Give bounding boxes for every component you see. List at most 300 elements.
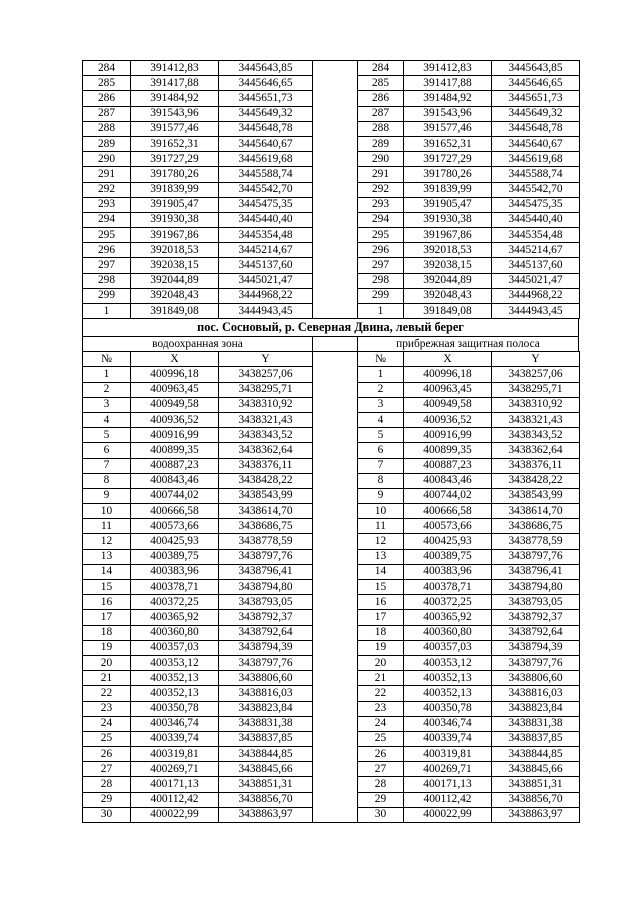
point-number-left: 290	[83, 152, 131, 167]
table-row	[83, 412, 580, 427]
x-coordinate-right: 400899,35	[404, 443, 492, 458]
table-row	[83, 701, 580, 716]
x-coordinate-left: 400378,71	[131, 580, 219, 595]
x-coordinate-left: 392044,89	[131, 273, 219, 288]
point-number-left: 9	[83, 488, 131, 503]
y-coordinate-right: 3438816,03	[492, 686, 580, 701]
x-coordinate-left: 400352,13	[131, 671, 219, 686]
point-number-right: 288	[358, 121, 404, 136]
x-coordinate-left: 391652,31	[131, 136, 219, 151]
y-coordinate-left: 3445646,65	[219, 76, 313, 91]
table-row	[83, 136, 580, 151]
column-gap	[313, 625, 358, 640]
point-number-left: 288	[83, 121, 131, 136]
point-number-left: 1	[83, 367, 131, 382]
y-coordinate-right: 3438778,59	[492, 534, 580, 549]
x-coordinate-right: 400389,75	[404, 549, 492, 564]
x-coordinate-left: 400353,12	[131, 655, 219, 670]
point-number-right: 293	[358, 197, 404, 212]
column-gap	[313, 367, 358, 382]
y-coordinate-left: 3438797,76	[219, 549, 313, 564]
column-gap	[313, 488, 358, 503]
x-coordinate-right: 400378,71	[404, 580, 492, 595]
point-number-right: 1	[358, 304, 404, 319]
x-coordinate-right: 400916,99	[404, 428, 492, 443]
y-coordinate-right: 3445649,32	[492, 106, 580, 121]
table-row	[83, 534, 580, 549]
x-coordinate-right: 400357,03	[404, 640, 492, 655]
x-coordinate-left: 400112,42	[131, 792, 219, 807]
point-number-right: 18	[358, 625, 404, 640]
y-coordinate-left: 3438778,59	[219, 534, 313, 549]
point-number-left: 20	[83, 655, 131, 670]
column-gap	[313, 61, 358, 76]
column-gap	[313, 136, 358, 151]
point-number-left: 24	[83, 716, 131, 731]
y-coordinate-left: 3438863,97	[219, 807, 313, 822]
y-coordinate-right: 3438851,31	[492, 777, 580, 792]
y-coordinate-left: 3438816,03	[219, 686, 313, 701]
point-number-left: 298	[83, 273, 131, 288]
table-row	[83, 747, 580, 762]
coordinate-document	[82, 60, 579, 823]
column-gap	[313, 91, 358, 106]
y-coordinate-left: 3438845,66	[219, 762, 313, 777]
point-number-right: 6	[358, 443, 404, 458]
column-gap	[313, 777, 358, 792]
point-number-left: 10	[83, 504, 131, 519]
column-gap	[313, 197, 358, 212]
x-coordinate-left: 400372,25	[131, 595, 219, 610]
table-row	[83, 167, 580, 182]
point-number-right: 20	[358, 655, 404, 670]
x-coordinate-left: 400360,80	[131, 625, 219, 640]
y-coordinate-right: 3438428,22	[492, 473, 580, 488]
y-coordinate-left: 3438792,37	[219, 610, 313, 625]
column-gap	[313, 473, 358, 488]
point-number-right: 294	[358, 212, 404, 227]
point-number-right: 30	[358, 807, 404, 822]
table-row	[83, 488, 580, 503]
column-gap	[313, 182, 358, 197]
x-coordinate-right: 400573,66	[404, 519, 492, 534]
x-coordinate-right: 400339,74	[404, 731, 492, 746]
x-coordinate-left: 400936,52	[131, 412, 219, 427]
table-row	[83, 273, 580, 288]
point-number-left: 23	[83, 701, 131, 716]
table-row	[83, 580, 580, 595]
table-row	[83, 504, 580, 519]
table-row	[83, 397, 580, 412]
y-coordinate-left: 3445643,85	[219, 61, 313, 76]
x-coordinate-left: 400269,71	[131, 762, 219, 777]
x-coordinate-left: 400573,66	[131, 519, 219, 534]
y-coordinate-left: 3438321,43	[219, 412, 313, 427]
table-row	[83, 564, 580, 579]
x-coordinate-right: 392038,15	[404, 258, 492, 273]
x-coordinate-right: 391930,38	[404, 212, 492, 227]
x-coordinate-left: 391417,88	[131, 76, 219, 91]
point-number-right: 12	[358, 534, 404, 549]
x-coordinate-right: 400949,58	[404, 397, 492, 412]
y-coordinate-left: 3445651,73	[219, 91, 313, 106]
x-coordinate-left: 400916,99	[131, 428, 219, 443]
y-coordinate-right: 3438837,85	[492, 731, 580, 746]
y-coordinate-right: 3438794,80	[492, 580, 580, 595]
table-row	[83, 777, 580, 792]
x-coordinate-left: 391412,83	[131, 61, 219, 76]
x-coordinate-left: 400352,13	[131, 686, 219, 701]
point-number-left: 3	[83, 397, 131, 412]
table-header-row	[83, 352, 580, 367]
y-coordinate-right: 3445588,74	[492, 167, 580, 182]
x-coordinate-left: 391543,96	[131, 106, 219, 121]
point-number-right: 29	[358, 792, 404, 807]
point-number-right: 292	[358, 182, 404, 197]
y-coordinate-right: 3445137,60	[492, 258, 580, 273]
x-coordinate-left: 392038,15	[131, 258, 219, 273]
point-number-right: 295	[358, 228, 404, 243]
x-coordinate-left: 400425,93	[131, 534, 219, 549]
y-coordinate-right: 3438796,41	[492, 564, 580, 579]
y-coordinate-left: 3445588,74	[219, 167, 313, 182]
y-coordinate-left: 3445354,48	[219, 228, 313, 243]
y-coordinate-left: 3438686,75	[219, 519, 313, 534]
y-coordinate-right: 3445651,73	[492, 91, 580, 106]
x-coordinate-left: 400666,58	[131, 504, 219, 519]
column-gap	[313, 288, 358, 303]
header-number-left: №	[83, 352, 131, 367]
point-number-left: 19	[83, 640, 131, 655]
y-coordinate-left: 3445648,78	[219, 121, 313, 136]
point-number-right: 26	[358, 747, 404, 762]
table-row	[83, 367, 580, 382]
table-row	[83, 625, 580, 640]
table-row	[83, 212, 580, 227]
column-gap	[313, 273, 358, 288]
point-number-left: 295	[83, 228, 131, 243]
point-number-left: 28	[83, 777, 131, 792]
table-row	[83, 458, 580, 473]
x-coordinate-right: 391967,86	[404, 228, 492, 243]
x-coordinate-left: 400022,99	[131, 807, 219, 822]
point-number-left: 22	[83, 686, 131, 701]
y-coordinate-right: 3438823,84	[492, 701, 580, 716]
table-row	[83, 121, 580, 136]
x-coordinate-left: 400339,74	[131, 731, 219, 746]
point-number-right: 289	[358, 136, 404, 151]
point-number-left: 289	[83, 136, 131, 151]
x-coordinate-left: 391780,26	[131, 167, 219, 182]
x-coordinate-right: 400936,52	[404, 412, 492, 427]
x-coordinate-left: 400319,81	[131, 747, 219, 762]
table-row	[83, 640, 580, 655]
point-number-left: 13	[83, 549, 131, 564]
y-coordinate-left: 3445649,32	[219, 106, 313, 121]
x-coordinate-left: 391839,99	[131, 182, 219, 197]
point-number-left: 29	[83, 792, 131, 807]
x-coordinate-left: 391849,08	[131, 304, 219, 319]
header-y-right: Y	[492, 352, 580, 367]
x-coordinate-right: 391849,08	[404, 304, 492, 319]
column-gap	[313, 121, 358, 136]
point-number-left: 12	[83, 534, 131, 549]
y-coordinate-right: 3444943,45	[492, 304, 580, 319]
x-coordinate-right: 400360,80	[404, 625, 492, 640]
header-x-left: X	[131, 352, 219, 367]
caption-gap	[312, 336, 357, 351]
header-y-left: Y	[219, 352, 313, 367]
column-gap	[313, 504, 358, 519]
table-row	[83, 686, 580, 701]
y-coordinate-right: 3445542,70	[492, 182, 580, 197]
x-coordinate-left: 392018,53	[131, 243, 219, 258]
table-row	[83, 288, 580, 303]
y-coordinate-left: 3438310,92	[219, 397, 313, 412]
point-number-right: 290	[358, 152, 404, 167]
point-number-right: 11	[358, 519, 404, 534]
table-row	[83, 519, 580, 534]
table-row	[83, 243, 580, 258]
column-gap	[313, 167, 358, 182]
point-number-left: 284	[83, 61, 131, 76]
column-gap	[313, 412, 358, 427]
x-coordinate-right: 400666,58	[404, 504, 492, 519]
column-gap	[313, 534, 358, 549]
x-coordinate-left: 400744,02	[131, 488, 219, 503]
section-title: пос. Сосновый, р. Северная Двина, левый берег	[82, 319, 579, 336]
column-gap	[313, 549, 358, 564]
table-row	[83, 762, 580, 777]
point-number-right: 284	[358, 61, 404, 76]
x-coordinate-left: 400843,46	[131, 473, 219, 488]
point-number-right: 15	[358, 580, 404, 595]
y-coordinate-left: 3445440,40	[219, 212, 313, 227]
table-row	[83, 76, 580, 91]
point-number-right: 16	[358, 595, 404, 610]
x-coordinate-left: 400389,75	[131, 549, 219, 564]
point-number-left: 2	[83, 382, 131, 397]
y-coordinate-left: 3445137,60	[219, 258, 313, 273]
point-number-left: 21	[83, 671, 131, 686]
column-gap	[313, 106, 358, 121]
x-coordinate-left: 400963,45	[131, 382, 219, 397]
column-gap	[313, 580, 358, 595]
y-coordinate-left: 3438428,22	[219, 473, 313, 488]
y-coordinate-left: 3438851,31	[219, 777, 313, 792]
y-coordinate-right: 3438863,97	[492, 807, 580, 822]
x-coordinate-right: 391484,92	[404, 91, 492, 106]
y-coordinate-right: 3438797,76	[492, 549, 580, 564]
table-row	[83, 304, 580, 319]
left-zone-caption: водоохранная зона	[82, 336, 312, 351]
point-number-left: 294	[83, 212, 131, 227]
x-coordinate-right: 400353,12	[404, 655, 492, 670]
table-row	[83, 549, 580, 564]
y-coordinate-right: 3445354,48	[492, 228, 580, 243]
y-coordinate-left: 3438543,99	[219, 488, 313, 503]
x-coordinate-right: 391905,47	[404, 197, 492, 212]
y-coordinate-left: 3438794,80	[219, 580, 313, 595]
y-coordinate-left: 3438844,85	[219, 747, 313, 762]
x-coordinate-right: 400996,18	[404, 367, 492, 382]
x-coordinate-left: 400899,35	[131, 443, 219, 458]
x-coordinate-right: 400269,71	[404, 762, 492, 777]
x-coordinate-right: 391652,31	[404, 136, 492, 151]
y-coordinate-left: 3445214,67	[219, 243, 313, 258]
point-number-right: 291	[358, 167, 404, 182]
x-coordinate-right: 391780,26	[404, 167, 492, 182]
y-coordinate-left: 3438831,38	[219, 716, 313, 731]
y-coordinate-left: 3445475,35	[219, 197, 313, 212]
y-coordinate-right: 3438686,75	[492, 519, 580, 534]
y-coordinate-left: 3445640,67	[219, 136, 313, 151]
point-number-left: 299	[83, 288, 131, 303]
coordinates-table-top	[82, 60, 580, 319]
y-coordinate-right: 3438792,64	[492, 625, 580, 640]
point-number-left: 14	[83, 564, 131, 579]
point-number-left: 5	[83, 428, 131, 443]
y-coordinate-left: 3438343,52	[219, 428, 313, 443]
point-number-right: 8	[358, 473, 404, 488]
x-coordinate-right: 400744,02	[404, 488, 492, 503]
column-gap	[313, 382, 358, 397]
y-coordinate-left: 3445619,68	[219, 152, 313, 167]
column-gap	[313, 519, 358, 534]
point-number-right: 22	[358, 686, 404, 701]
table-row	[83, 106, 580, 121]
point-number-right: 9	[358, 488, 404, 503]
y-coordinate-right: 3438806,60	[492, 671, 580, 686]
point-number-left: 4	[83, 412, 131, 427]
y-coordinate-left: 3438797,76	[219, 655, 313, 670]
point-number-left: 7	[83, 458, 131, 473]
point-number-right: 17	[358, 610, 404, 625]
point-number-right: 23	[358, 701, 404, 716]
table-row	[83, 731, 580, 746]
x-coordinate-right: 400963,45	[404, 382, 492, 397]
column-gap	[313, 243, 358, 258]
x-coordinate-left: 400365,92	[131, 610, 219, 625]
x-coordinate-left: 400996,18	[131, 367, 219, 382]
column-gap	[313, 807, 358, 822]
column-gap	[313, 443, 358, 458]
table-row	[83, 91, 580, 106]
y-coordinate-left: 3444943,45	[219, 304, 313, 319]
point-number-right: 19	[358, 640, 404, 655]
column-gap	[313, 610, 358, 625]
column-gap	[313, 671, 358, 686]
column-gap	[313, 397, 358, 412]
y-coordinate-right: 3438343,52	[492, 428, 580, 443]
y-coordinate-left: 3438792,64	[219, 625, 313, 640]
y-coordinate-left: 3438376,11	[219, 458, 313, 473]
point-number-right: 13	[358, 549, 404, 564]
table-row	[83, 197, 580, 212]
x-coordinate-right: 400887,23	[404, 458, 492, 473]
point-number-right: 1	[358, 367, 404, 382]
point-number-left: 285	[83, 76, 131, 91]
x-coordinate-right: 400372,25	[404, 595, 492, 610]
table-row	[83, 382, 580, 397]
point-number-left: 292	[83, 182, 131, 197]
table-row	[83, 473, 580, 488]
point-number-left: 1	[83, 304, 131, 319]
x-coordinate-right: 400112,42	[404, 792, 492, 807]
point-number-right: 28	[358, 777, 404, 792]
x-coordinate-right: 391417,88	[404, 76, 492, 91]
y-coordinate-left: 3438793,05	[219, 595, 313, 610]
point-number-right: 10	[358, 504, 404, 519]
table-row	[83, 807, 580, 822]
x-coordinate-left: 391930,38	[131, 212, 219, 227]
x-coordinate-left: 391967,86	[131, 228, 219, 243]
column-gap	[313, 655, 358, 670]
point-number-right: 14	[358, 564, 404, 579]
point-number-left: 26	[83, 747, 131, 762]
point-number-right: 299	[358, 288, 404, 303]
column-gap	[313, 212, 358, 227]
x-coordinate-right: 392044,89	[404, 273, 492, 288]
x-coordinate-right: 392018,53	[404, 243, 492, 258]
y-coordinate-left: 3438614,70	[219, 504, 313, 519]
point-number-right: 285	[358, 76, 404, 91]
x-coordinate-right: 400352,13	[404, 671, 492, 686]
point-number-right: 27	[358, 762, 404, 777]
point-number-left: 17	[83, 610, 131, 625]
point-number-right: 298	[358, 273, 404, 288]
column-gap	[313, 258, 358, 273]
point-number-right: 5	[358, 428, 404, 443]
x-coordinate-left: 392048,43	[131, 288, 219, 303]
x-coordinate-left: 400949,58	[131, 397, 219, 412]
point-number-left: 18	[83, 625, 131, 640]
x-coordinate-left: 400171,13	[131, 777, 219, 792]
y-coordinate-right: 3438797,76	[492, 655, 580, 670]
point-number-left: 27	[83, 762, 131, 777]
x-coordinate-right: 400350,78	[404, 701, 492, 716]
x-coordinate-right: 391543,96	[404, 106, 492, 121]
column-gap	[313, 152, 358, 167]
column-gap	[313, 595, 358, 610]
point-number-left: 8	[83, 473, 131, 488]
x-coordinate-left: 400887,23	[131, 458, 219, 473]
x-coordinate-right: 400346,74	[404, 716, 492, 731]
point-number-left: 296	[83, 243, 131, 258]
table-row	[83, 443, 580, 458]
point-number-left: 15	[83, 580, 131, 595]
x-coordinate-left: 391727,29	[131, 152, 219, 167]
x-coordinate-left: 400350,78	[131, 701, 219, 716]
column-gap	[313, 701, 358, 716]
y-coordinate-right: 3438543,99	[492, 488, 580, 503]
y-coordinate-right: 3445619,68	[492, 152, 580, 167]
x-coordinate-left: 391577,46	[131, 121, 219, 136]
column-gap	[313, 428, 358, 443]
x-coordinate-left: 400346,74	[131, 716, 219, 731]
column-gap	[313, 458, 358, 473]
column-gap	[313, 352, 358, 367]
point-number-left: 11	[83, 519, 131, 534]
column-gap	[313, 686, 358, 701]
x-coordinate-left: 400383,96	[131, 564, 219, 579]
table-row	[83, 61, 580, 76]
point-number-right: 25	[358, 731, 404, 746]
y-coordinate-right: 3445640,67	[492, 136, 580, 151]
right-zone-caption: прибрежная защитная полоса	[357, 336, 579, 351]
point-number-right: 3	[358, 397, 404, 412]
x-coordinate-right: 400022,99	[404, 807, 492, 822]
